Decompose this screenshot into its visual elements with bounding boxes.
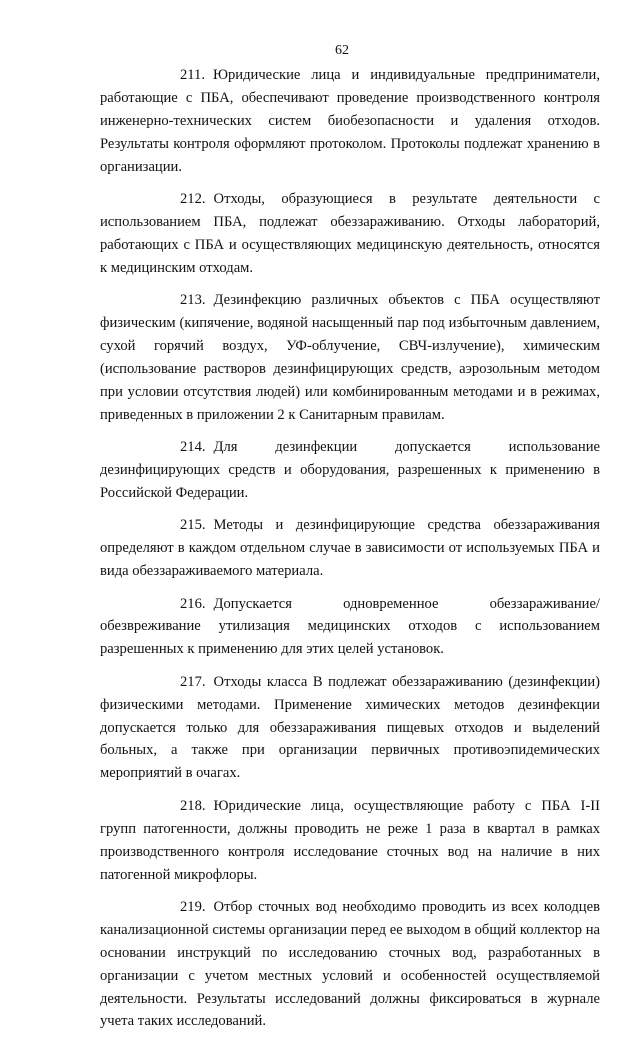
paragraph-number: 218.: [180, 797, 206, 814]
paragraph-212: [100, 188, 600, 280]
paragraph-219: [100, 896, 600, 1033]
paragraph-text: Отбор сточных вод необходимо проводить из всех колодцев канализационной системы организации перед ее выходом в общий коллектор на основании инструкций по исследованию сточных вод, разработанных в организации с учетом местных условий и особенностей осуществляемой деятельности. Результаты исследований должны фиксироваться в журнале учета таких исследований.: [100, 898, 600, 1030]
paragraph-number: 215.: [180, 517, 206, 534]
paragraph-214: [100, 436, 600, 505]
paragraph-text: Методы и дезинфицирующие средства обеззараживания определяют в каждом отдельном случае в зависимости от используемых ПБА и вида обеззараживаемого материала.: [100, 517, 600, 580]
paragraph-text: Юридические лица и индивидуальные предприниматели, работающие с ПБА, обеспечивают проведение производственного контроля инженерно-технических систем биобезопасности и удаления отходов. Результаты контроля оформляют протоколом. Протоколы подлежат хранению в организации.: [100, 67, 600, 175]
document-body: [100, 64, 600, 1043]
paragraph-216: [100, 593, 600, 662]
paragraph-number: 219.: [180, 898, 206, 915]
paragraph-211: [100, 64, 600, 179]
paragraph-text: Допускается одновременное обеззараживание/обезвреживание утилизация медицинских отходов с использованием разрешенных к применению для этих целей установок.: [100, 595, 600, 658]
paragraph-215: [100, 514, 600, 583]
paragraph-text: Для дезинфекции допускается использование дезинфицирующих средств и оборудования, разрешенных к применению в Российской Федерации.: [100, 439, 600, 501]
paragraph-number: 217.: [180, 673, 206, 690]
paragraph-text: Дезинфекцию различных объектов с ПБА осуществляют физическим (кипячение, водяной насыщенный пар под избыточным давлением, сухой горячий воздух, УФ-облучение, СВЧ-излучение), химическим (использование растворов дезинфицирующих средств, аэрозольным методом при условии отсутствия людей) или комбинированным методами и в режимах, приведенных в приложении 2 к Санитарным правилам.: [100, 292, 600, 423]
paragraph-number: 211.: [180, 67, 205, 83]
paragraph-number: 213.: [180, 292, 206, 309]
paragraph-text: Отходы, образующиеся в результате деятельности с использованием ПБА, подлежат обеззараживанию. Отходы лабораторий, работающих с ПБА и осуществляющих медицинскую деятельность, относятся к медицинским отходам.: [100, 191, 600, 276]
paragraph-text: Отходы класса В подлежат обеззараживанию (дезинфекции) физическими методами. Применение химических методов дезинфекции допускается только для обеззараживания пищевых отходов и выделений больных, а также при организации первичных противоэпидемических мероприятий в очагах.: [100, 673, 600, 782]
page-number: 62: [335, 43, 349, 58]
paragraph-218: [100, 795, 600, 887]
paragraph-number: 216.: [180, 595, 206, 612]
paragraph-number: 212.: [180, 191, 206, 208]
paragraph-213: [100, 289, 600, 426]
paragraph-217: [100, 671, 600, 786]
paragraph-number: 214.: [180, 439, 206, 456]
paragraph-text: Юридические лица, осуществляющие работу с ПБА I-II групп патогенности, должны проводить не реже 1 раза в квартал в рамках производственного контроля исследование сточных вод на наличие в них патогенной микрофлоры.: [100, 797, 600, 883]
